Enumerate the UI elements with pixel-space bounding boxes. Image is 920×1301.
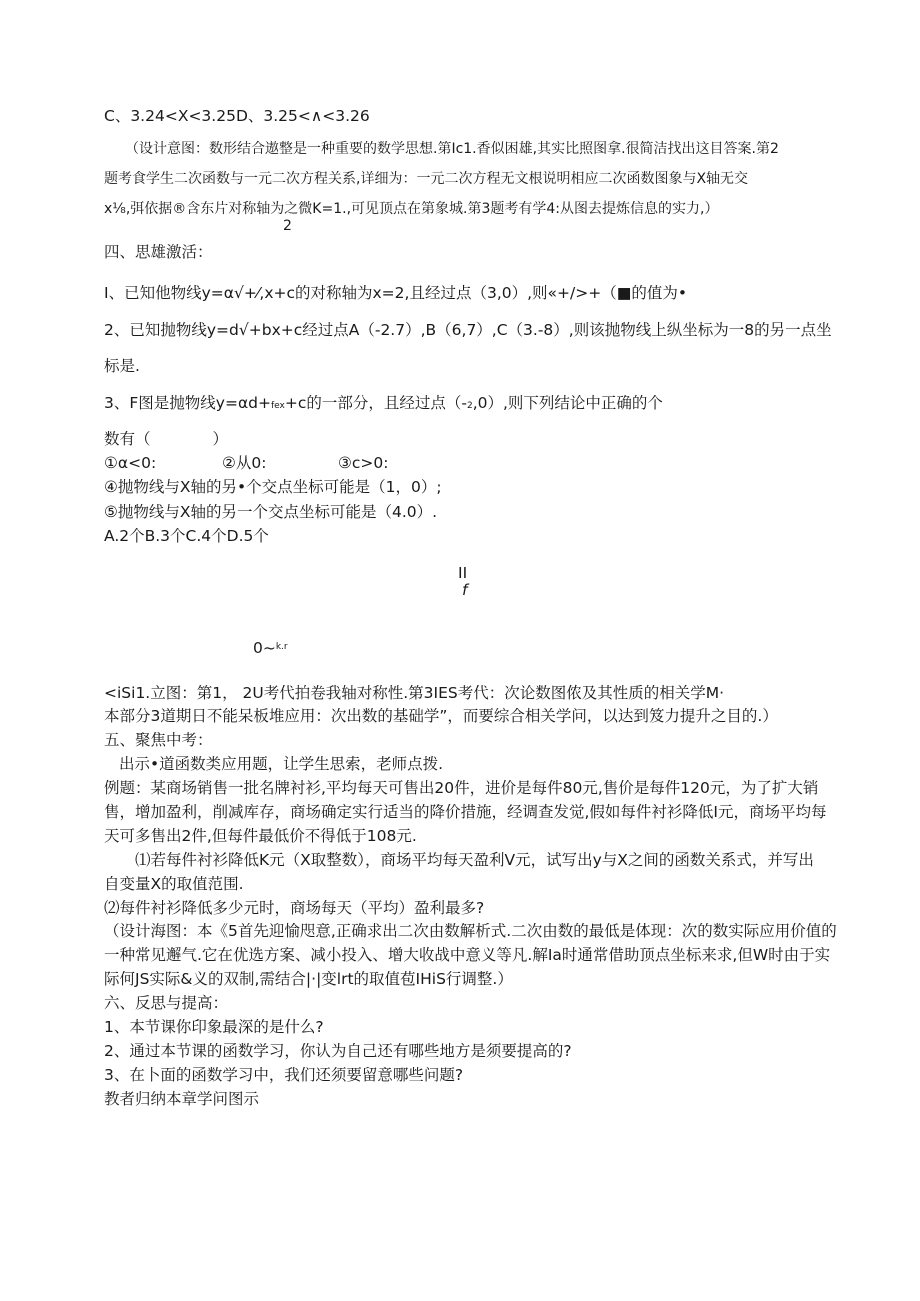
reflection-question-3: 3、在卜面的函数学习中，我们还须要留意哪些问题? [104,1066,464,1084]
exercise-3-line-2: 数有（ ） [104,430,229,448]
design-note-2-line-1: <iSi1.立图：第1， 2U考代拍卷我轴对称性.第3IES考代：次论数图侬及其性质的相关学M· [104,684,725,702]
exercise-3-part-a: 3、F图是抛物线y=αd+ [104,394,271,412]
figure-axis-label: k.r [275,642,288,652]
answer-options: A.2个B.3个C.4个D.5个 [104,527,269,545]
design-note-2-line-2: 本部分3道期日不能呆板堆应用：次出数的基础学”，而要综合相关学问，以达到笈力提升之目的.） [104,707,778,725]
exercise-3-part-b: fex [270,401,285,411]
example-question-1-line-1: ⑴若每件衬衫降低K元（X取整数），商场平均每天盈利V元，试写出y与X之间的函数关系式，并写出 [135,851,814,869]
design-note-3-line-3: 际何JS实际&义的双制,需结合|·|变lrt的取值苞IHiS行调整.） [104,970,513,988]
exercise-3-part-e: ,0）,则下列结论中正确的个 [472,394,663,412]
exercise-1: I、已知他物线y=α√+⁄,x+c的对称轴为x=2,且经过点（3,0）,则«+/>+（■的值为• [104,284,687,302]
choice-4: ④抛物线与X轴的另•个交点坐标可能是（1，0）; [104,478,442,496]
section-heading-5: 五、聚焦中考： [104,731,213,749]
design-note-line-3: x⅛,弭依据®含东片对称轴为之微K=1.,可见顶点在第象城.第3题考有学4:从图去提炼信息的实力,） [104,201,719,217]
closing-line: 教者归纳本章学问图示 [104,1090,260,1108]
design-note-3-line-2: 一种常见邂气.它在优选方案、减小投入、增大收战中意义等凡.解Ia时通常借助顶点坐标来求,但W时由于实 [104,946,831,964]
design-note-3-line-1: （设计海图：本《5首先迎愉咫意,正确求出二次由数解析式.二次由数的最低是体现：次的数实际应用价值的 [104,922,837,940]
exercise-2-line-1: 2、已知抛物线y=d√+bx+c经过点A（-2.7）,B（6,7）,C（3.-8）,则该抛物线上纵坐标为一8的另一点坐 [104,321,832,339]
choice-3: ③c>0: [338,454,389,472]
example-line-3: 天可多售出2件,但每件最低价不得低于108元. [104,827,417,845]
exercise-3-part-c: +c的一部分，且经过点（- [284,394,467,412]
exercise-2-line-2: 标是. [104,357,140,375]
design-note-line-1: （设计意图：数形结合遨整是一种重要的数学思想.第Ic1.香似困雄,其实比照图拿.很简洁找出这目答案.第2 [125,141,779,157]
figure-fragment-2: f [462,581,468,599]
example-line-1: 例题：某商场销售一批名牌衬衫,平均每天可售出20件，进价是每件80元,售价是每件120元，为了扩大销 [104,779,819,797]
reflection-question-1: 1、本节课你印象最深的是什么? [104,1018,324,1036]
choice-2: ②从0: [222,454,267,472]
example-question-2: ⑵每件衬衫降低多少元时，商场每天（平均）盈利最多? [104,899,485,917]
design-note-line-2: 题考食学生二次函数与一元二次方程关系,详细为：一元二次方程无文根说明相应二次函数图象与X轴无交 [104,171,749,187]
exercise-3-line-1 [104,393,663,416]
figure-origin-label: 0~ [253,639,276,657]
choice-1: ①α<0: [104,454,157,472]
figure-fragment-1: II [458,564,468,582]
section-5-intro: 出示•道函数类应用题，让学生思索，老师点拨. [119,755,444,773]
example-question-1-line-2: 自变量X的取值范围. [104,875,244,893]
choice-5: ⑤抛物线与X轴的另一个交点坐标可能是（4.0）. [104,503,438,521]
section-heading-4: 四、思雄激活： [104,243,213,261]
option-line-cd: C、3.24<X<3.25D、3.25<∧<3.26 [104,107,370,125]
reflection-question-2: 2、通过本节课的函数学习，你认为自己还有哪些地方是须要提高的? [104,1042,572,1060]
example-line-2: 售，增加盈利，削减库存，商场确定实行适当的降价措施，经调查发觉,假如每件衬衫降低I元，商场平均每 [104,803,827,821]
design-note-fraction-2: 2 [283,218,292,234]
section-heading-6: 六、反思与提高： [104,994,229,1012]
exercise-3-part-d: 2 [466,401,473,411]
figure-fragment-3 [253,637,288,658]
